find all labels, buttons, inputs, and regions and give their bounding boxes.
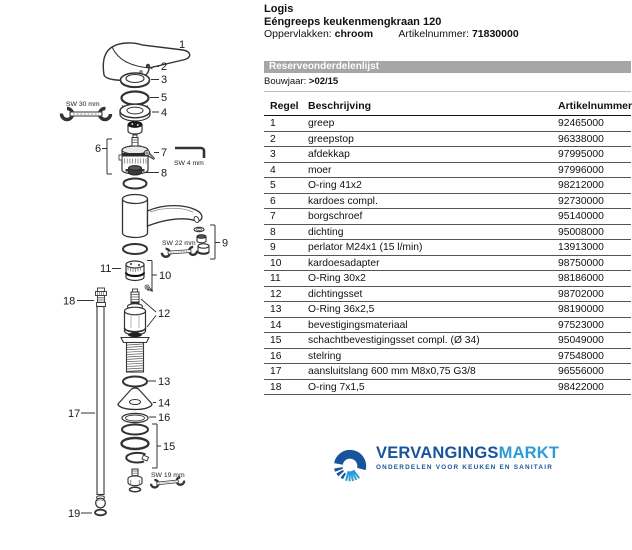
table-cell-regel: 9 <box>264 240 308 256</box>
logo-name-secondary: MARKT <box>498 444 560 462</box>
parts-list-pane <box>258 0 632 550</box>
table-cell-artikelnummer: 97548000 <box>558 348 631 364</box>
artikelnummer-value: 71830000 <box>471 28 519 40</box>
table-cell-regel: 15 <box>264 333 308 349</box>
logo-text <box>376 444 559 471</box>
table-cell-artikelnummer: 92730000 <box>558 193 631 209</box>
table-header-row <box>264 98 631 116</box>
table-row <box>264 224 631 240</box>
table-cell-beschrijving: dichting <box>308 224 558 240</box>
part-label-2: 2 <box>161 61 168 73</box>
table-cell-regel: 13 <box>264 302 308 318</box>
spare-parts-table <box>264 98 631 395</box>
table-cell-regel: 16 <box>264 348 308 364</box>
table-row <box>264 317 631 333</box>
part-4-moer <box>120 104 150 121</box>
bouwjaar-row <box>264 76 631 92</box>
body-oring-top <box>124 179 147 189</box>
table-cell-regel: 11 <box>264 271 308 287</box>
part-label-9: 9 <box>222 237 229 250</box>
part-14-bevestiging <box>118 388 152 410</box>
section-title-bar: Reserveonderdelenlijst <box>264 61 631 73</box>
table-cell-regel: 18 <box>264 379 308 395</box>
logo-circle-icon <box>330 444 370 488</box>
exploded-parts-diagram <box>0 0 258 550</box>
table-cell-artikelnummer: 95140000 <box>558 209 631 225</box>
part-label-13: 13 <box>158 376 171 388</box>
table-cell-regel: 17 <box>264 364 308 380</box>
part-label-15: 15 <box>163 441 176 453</box>
table-cell-regel: 8 <box>264 224 308 240</box>
table-cell-beschrijving: stelring <box>308 348 558 364</box>
table-cell-regel: 5 <box>264 178 308 194</box>
document-header <box>264 3 519 41</box>
part-17-aansluitslang <box>95 288 107 515</box>
artikelnummer-label: Artikelnummer: <box>398 28 470 40</box>
table-row <box>264 333 631 349</box>
table-cell-beschrijving: borgschroef <box>308 209 558 225</box>
part-13-oring <box>123 377 147 387</box>
surface-label: Oppervlakken: <box>264 28 332 40</box>
table-cell-artikelnummer: 98186000 <box>558 271 631 287</box>
part-label-5: 5 <box>161 92 168 104</box>
table-cell-beschrijving: afdekkap <box>308 147 558 163</box>
part-label-8: 8 <box>161 167 168 180</box>
table-cell-artikelnummer: 95008000 <box>558 224 631 240</box>
part-5-oring <box>122 92 149 105</box>
table-cell-artikelnummer: 95049000 <box>558 333 631 349</box>
table-cell-beschrijving: kardoesadapter <box>308 255 558 271</box>
part-label-6: 6 <box>95 143 102 155</box>
table-cell-artikelnummer: 98750000 <box>558 255 631 271</box>
table-row <box>264 193 631 209</box>
part-label-12: 12 <box>158 308 171 320</box>
table-cell-beschrijving: dichtingsset <box>308 286 558 302</box>
table-cell-artikelnummer: 98190000 <box>558 302 631 318</box>
table-cell-artikelnummer: 96338000 <box>558 131 631 147</box>
table-cell-artikelnummer: 98702000 <box>558 286 631 302</box>
part-9-perlator <box>194 227 209 254</box>
table-cell-beschrijving: O-ring 41x2 <box>308 178 558 194</box>
part-label-16: 16 <box>158 412 171 424</box>
part-label-1: 1 <box>179 39 186 51</box>
body-oring-bottom <box>123 244 147 254</box>
table-row <box>264 348 631 364</box>
table-cell-artikelnummer: 98212000 <box>558 178 631 194</box>
svg-text:SW 30 mm: SW 30 mm <box>66 101 100 108</box>
table-cell-artikelnummer: 92465000 <box>558 116 631 132</box>
table-cell-beschrijving: O-Ring 30x2 <box>308 271 558 287</box>
part-label-10: 10 <box>159 270 172 282</box>
surface-value: chroom <box>334 28 374 40</box>
part-15-schachtset <box>122 425 149 463</box>
part-11-kardoesadapter <box>126 261 144 281</box>
table-cell-beschrijving: aansluitslang 600 mm M8x0,75 G3/8 <box>308 364 558 380</box>
table-cell-regel: 14 <box>264 317 308 333</box>
table-cell-artikelnummer: 98422000 <box>558 379 631 395</box>
column-header-artikelnummer: Artikelnummer <box>558 98 631 116</box>
brand-title: Logis <box>264 3 294 15</box>
allen-key-sw4-icon <box>174 148 204 167</box>
table-row <box>264 131 631 147</box>
svg-text:SW 22 mm: SW 22 mm <box>162 240 196 247</box>
table-cell-regel: 4 <box>264 162 308 178</box>
part-label-17: 17 <box>68 408 81 420</box>
part-label-18: 18 <box>63 295 76 308</box>
table-cell-regel: 1 <box>264 116 308 132</box>
table-cell-beschrijving: greepstop <box>308 131 558 147</box>
wrench-sw19-icon <box>151 472 185 488</box>
table-row <box>264 364 631 380</box>
table-cell-beschrijving: schachtbevestigingsset compl. (Ø 34) <box>308 333 558 349</box>
part-8-dichting <box>126 166 145 175</box>
part-16-stelring <box>122 413 148 422</box>
shaft-nut <box>128 469 142 492</box>
table-row <box>264 116 631 132</box>
table-cell-beschrijving: bevestigingsmateriaal <box>308 317 558 333</box>
table-row <box>264 162 631 178</box>
wrench-sw30-icon <box>62 101 111 120</box>
table-cell-artikelnummer: 97995000 <box>558 147 631 163</box>
part-label-7: 7 <box>161 147 168 159</box>
table-row <box>264 271 631 287</box>
table-cell-beschrijving: moer <box>308 162 558 178</box>
logo-name-primary: VERVANGINGS <box>376 444 499 462</box>
table-row <box>264 178 631 194</box>
part-label-3: 3 <box>161 74 168 86</box>
table-cell-regel: 7 <box>264 209 308 225</box>
product-title: Eéngreeps keukenmengkraan 120 <box>264 15 442 28</box>
product-meta <box>264 28 519 41</box>
table-row <box>264 209 631 225</box>
table-row <box>264 286 631 302</box>
table-row <box>264 302 631 318</box>
table-row <box>264 147 631 163</box>
table-cell-regel: 10 <box>264 255 308 271</box>
faucet-body <box>123 195 202 238</box>
table-cell-beschrijving: O-ring 7x1,5 <box>308 379 558 395</box>
table-cell-artikelnummer: 97996000 <box>558 162 631 178</box>
vervangingsmarkt-logo <box>330 444 559 488</box>
bouwjaar-label: Bouwjaar: <box>264 76 307 87</box>
logo-tagline: ONDERDELEN VOOR KEUKEN EN SANITAIR <box>376 464 554 471</box>
svg-text:SW 19 mm: SW 19 mm <box>151 472 185 479</box>
table-cell-regel: 6 <box>264 193 308 209</box>
table-row <box>264 255 631 271</box>
part-label-14: 14 <box>158 397 171 410</box>
bouwjaar-value: >02/15 <box>308 76 339 87</box>
logo-name <box>376 444 559 462</box>
table-cell-beschrijving: O-Ring 36x2,5 <box>308 302 558 318</box>
table-cell-regel: 3 <box>264 147 308 163</box>
column-header-regel: Regel <box>264 98 308 116</box>
table-cell-regel: 2 <box>264 131 308 147</box>
table-row <box>264 240 631 256</box>
part-3-afdekkap <box>121 73 150 87</box>
part-label-11: 11 <box>100 263 112 275</box>
svg-text:SW 4 mm: SW 4 mm <box>174 160 204 167</box>
table-cell-artikelnummer: 13913000 <box>558 240 631 256</box>
table-cell-beschrijving: kardoes compl. <box>308 193 558 209</box>
table-cell-artikelnummer: 97523000 <box>558 317 631 333</box>
part-label-4: 4 <box>161 107 168 119</box>
part-1-handle <box>103 43 189 80</box>
part-12-dichtingsset <box>125 289 146 335</box>
table-cell-artikelnummer: 96556000 <box>558 364 631 380</box>
wrench-sw22-icon <box>162 240 198 257</box>
table-cell-beschrijving: perlator M24x1 (15 l/min) <box>308 240 558 256</box>
table-cell-beschrijving: greep <box>308 116 558 132</box>
table-cell-regel: 12 <box>264 286 308 302</box>
table-row <box>264 379 631 395</box>
part-label-19: 19 <box>68 508 81 520</box>
column-header-beschrijving: Beschrijving <box>308 98 558 116</box>
threaded-shaft <box>121 332 149 372</box>
